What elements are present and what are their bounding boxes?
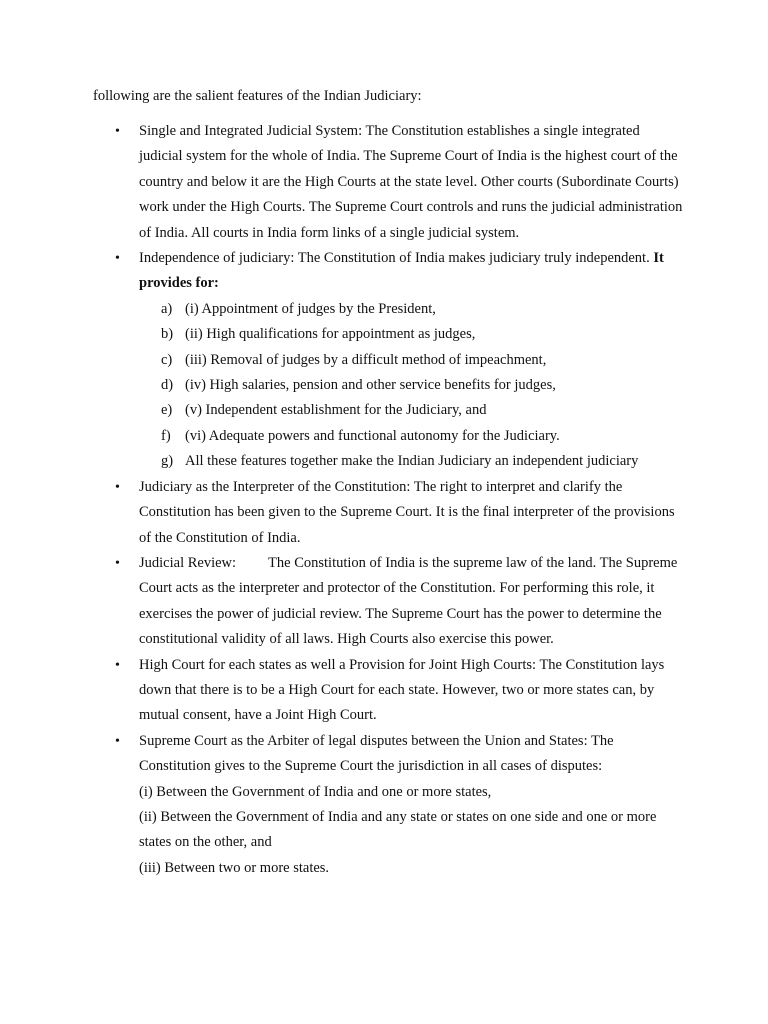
- provision-text: (v) Independent establishment for the Judiciary, and: [185, 402, 487, 419]
- dispute-case: (iii) Between two or more states.: [139, 859, 330, 876]
- provision-text: (iv) High salaries, pension and other service benefits for judges,: [185, 377, 556, 394]
- feature-item-interpreter: [139, 475, 684, 551]
- provision-text: (i) Appointment of judges by the President,: [185, 300, 436, 317]
- feature-item-arbiter: [139, 729, 684, 881]
- feature-text: The Constitution of India is the supreme law of the land. The Supreme Court acts as the interpreter and protector of the Constitution. For performing this role, it exercises the power of judicial review. The Supreme Court has the power to determine the constitutional validity of all laws. High Courts also exercise this power.: [139, 554, 678, 648]
- provision-text: (ii) High qualifications for appointment as judges,: [185, 326, 476, 343]
- feature-text: Supreme Court as the Arbiter of legal disputes between the Union and States: The Constitution gives to the Supreme Court the jurisdiction in all cases of disputes:: [139, 732, 614, 775]
- list-letter: g): [161, 453, 174, 470]
- features-list: [139, 119, 684, 881]
- feature-item-high-court: [139, 653, 684, 729]
- dispute-case: (i) Between the Government of India and one or more states,: [139, 783, 492, 800]
- intro-text: following are the salient features of the Indian Judiciary:: [93, 88, 422, 104]
- list-letter: b): [161, 326, 174, 343]
- provision-item: [161, 424, 684, 449]
- list-letter: d): [161, 377, 174, 394]
- provision-item: [161, 449, 684, 474]
- list-letter: e): [161, 402, 173, 419]
- feature-item-single-integrated: [139, 119, 684, 246]
- provision-text: All these features together make the Indian Judiciary an independent judiciary: [185, 453, 639, 470]
- list-letter: f): [161, 427, 171, 444]
- feature-text: High Court for each states as well a Provision for Joint High Courts: The Constitution lays down that there is to be a High Court for each state. However, two or more states can, by mutual consent, have a Joint High Court.: [139, 656, 665, 724]
- dispute-case: (ii) Between the Government of India and any state or states on one side and one or more states on the other, and: [139, 808, 657, 851]
- provision-text: (vi) Adequate powers and functional autonomy for the Judiciary.: [185, 427, 560, 444]
- provision-item: [161, 297, 684, 322]
- feature-bold-text: It provides for:: [139, 250, 664, 292]
- feature-heading: Judicial Review:: [139, 554, 237, 571]
- feature-text: Independence of judiciary: The Constitution of India makes judiciary truly independent.: [139, 250, 650, 267]
- feature-text: Single and Integrated Judicial System: The Constitution establishes a single integrated judicial system for the whole of India. The Supreme Court of India is the highest court of the country and below it are the High Courts at the state level. Other courts (Subordinate Courts) work under the High Courts. The Supreme Court controls and runs the judicial administration of India. All courts in India form links of a single judicial system.: [139, 123, 683, 241]
- provision-item: [161, 398, 684, 423]
- feature-item-judicial-review: [139, 551, 684, 653]
- feature-item-independence: [139, 246, 684, 475]
- provisions-list: [139, 297, 684, 475]
- list-letter: a): [161, 300, 173, 317]
- feature-text: Judiciary as the Interpreter of the Constitution: The right to interpret and clarify the Constitution has been given to the Supreme Court. It is the final interpreter of the provisions of the Constitution of India.: [139, 478, 675, 546]
- provision-text: (iii) Removal of judges by a difficult method of impeachment,: [185, 351, 547, 368]
- provision-item: [161, 348, 684, 373]
- list-letter: c): [161, 351, 173, 368]
- provision-item: [161, 373, 684, 398]
- provision-item: [161, 322, 684, 347]
